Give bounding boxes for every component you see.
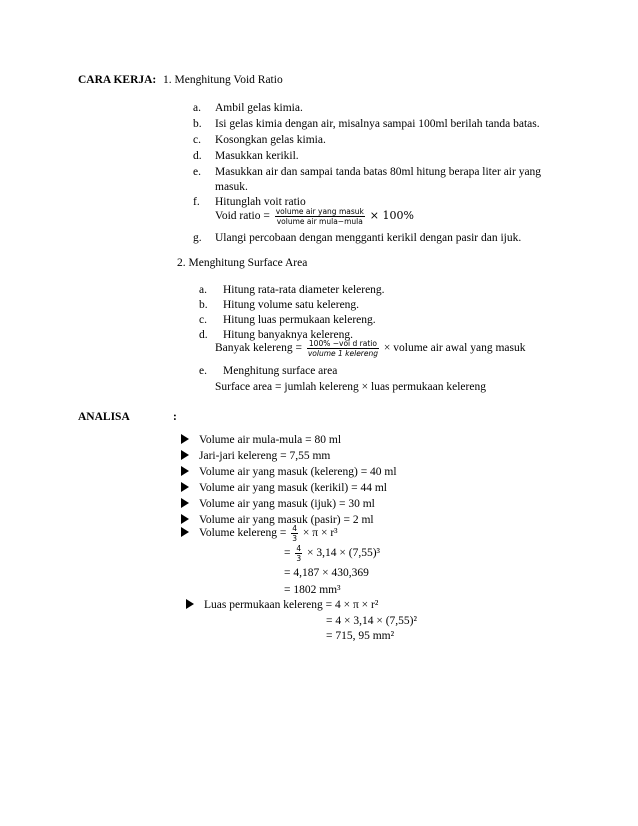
analisa-item: Volume air yang masuk (kerikil) = 44 ml [181,481,387,495]
arrow-bullet-icon [186,599,194,609]
arrow-bullet-icon [181,434,189,444]
arrow-bullet-icon [181,482,189,492]
arrow-bullet-icon [181,527,189,537]
step2-e: e. Menghitung surface area [199,365,338,377]
analisa-item: Volume air yang masuk (kelereng) = 40 ml [181,465,397,479]
volume-kelereng-line3: = 4,187 × 430,369 [284,567,369,579]
cara-kerja-heading: CARA KERJA: [78,74,157,86]
step1-b: b. Isi gelas kimia dengan air, misalnya sampai 100ml berilah tanda batas. [193,118,540,130]
luas-permukaan-line1: Luas permukaan kelereng = 4 × π × r² [186,598,378,612]
volume-kelereng-line2: = $\frac{4}{3}$ × 3,14 × (7,55)³ [284,543,380,563]
arrow-bullet-icon [181,450,189,460]
step2-b: b. Hitung volume satu kelereng. [199,299,360,311]
analisa-heading: ANALISA [78,411,130,423]
analisa-item: Volume air yang masuk (ijuk) = 30 ml [181,497,375,511]
volume-kelereng-line1: Volume kelereng = $\frac{4}{3}$ × π × r³ [181,522,338,544]
surface-area-formula: Surface area = jumlah kelereng × luas permukaan kelereng [215,381,486,393]
arrow-bullet-icon [181,466,189,476]
volume-kelereng-line4: = 1802 mm³ [284,584,341,596]
analisa-item: Volume air mula-mula = 80 ml [181,433,341,447]
luas-permukaan-line2: = 4 × 3,14 × (7,55)² [326,615,417,627]
step1-d: d. Masukkan kerikil. [193,150,299,162]
step2-c: c. Hitung luas permukaan kelereng. [199,314,376,326]
analisa-item: Volume air yang masuk (pasir) = 2 ml [181,513,374,527]
analisa-item: Jari-jari kelereng = 7,55 mm [181,449,330,463]
step1-e-cont: masuk. [215,181,248,193]
section1-title: 1. Menghitung Void Ratio [163,74,283,86]
step2-a: a. Hitung rata-rata diameter kelereng. [199,284,385,296]
step2-d: d. Hitung banyaknya kelereng. [199,329,353,341]
step1-e: e. Masukkan air dan sampai tanda batas 80ml hitung berapa liter air yang [193,166,542,178]
void-ratio-formula: Void ratio = $\frac{\text{volume air yang masuk}}{\text{volume air mula−mula}}$ × 100% [215,206,414,226]
step1-f: f. Hitunglah voit ratio [193,196,306,208]
step1-g: g. Ulangi percobaan dengan mengganti kerikil dengan pasir dan ijuk. [193,232,522,244]
section2-title: 2. Menghitung Surface Area [177,257,308,269]
luas-permukaan-line3: = 715, 95 mm² [326,630,395,642]
step1-c: c. Kosongkan gelas kimia. [193,134,326,146]
arrow-bullet-icon [181,498,189,508]
step1-a: a. Ambil gelas kimia. [193,102,303,114]
analisa-colon: : [173,411,177,423]
banyak-kelereng-formula: Banyak kelereng = $\frac{\text{100\% −voi d ratio}}{\text{volume 1 kelereng}}$ × volume air awal yang masuk [215,338,526,358]
